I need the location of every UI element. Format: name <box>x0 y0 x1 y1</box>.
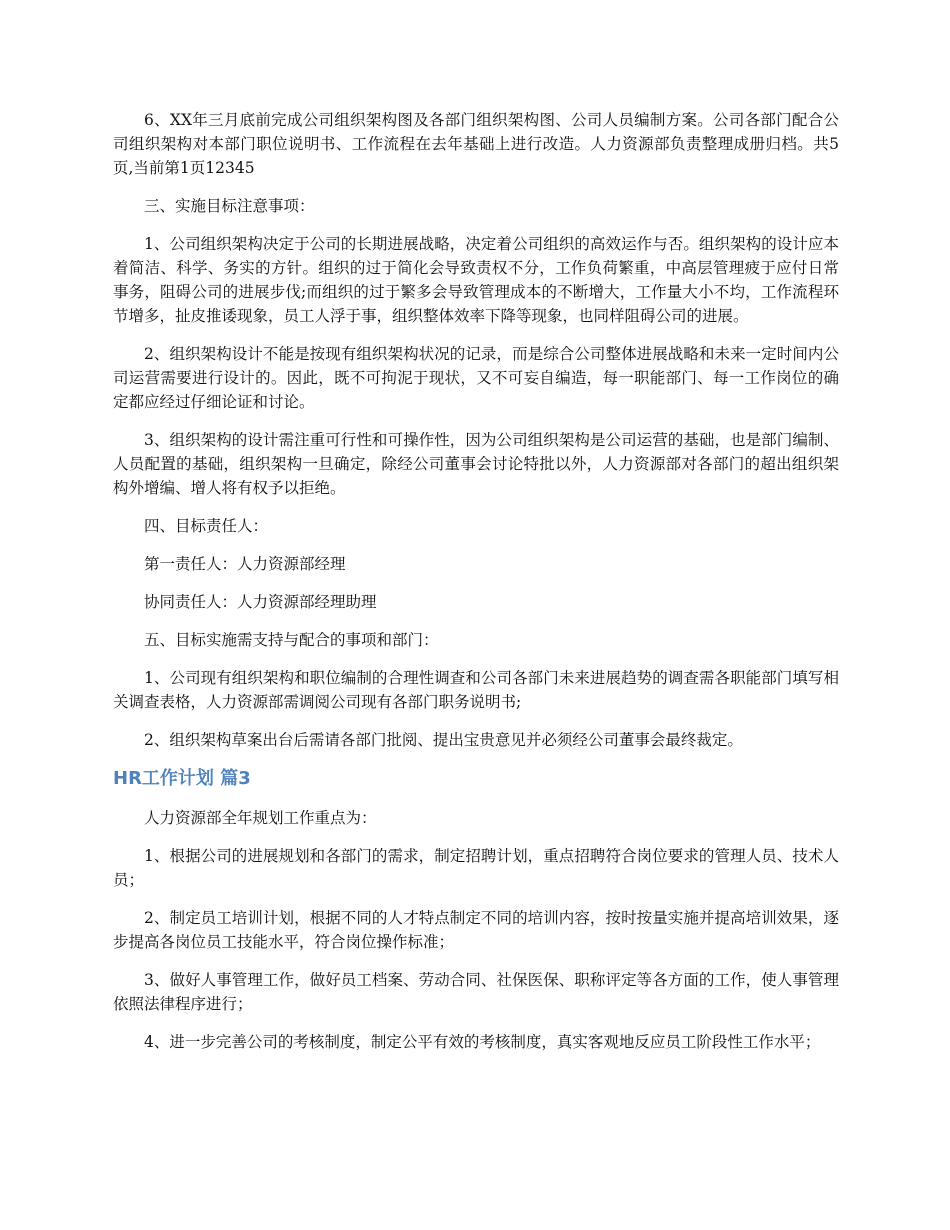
plan-intro: 人力资源部全年规划工作重点为： <box>144 809 377 827</box>
article-heading: HR工作计划 篇3 <box>113 768 251 789</box>
paragraph-support-2: 2、组织架构草案出台后需请各部门批阅、提出宝贵意见并必须经公司董事会最终裁定。 <box>144 731 743 749</box>
paragraph-note-2: 2、组织架构设计不能是按现有组织架构状况的记录，而是综合公司整体进展战略和未来一定时间内公司运营需要进行设计的。因此，既不可拘泥于现状，又不可妄自编造，每一职能部门、每一工作岗位的确定都应经过仔细论证和讨论。 <box>113 345 839 411</box>
paragraph-note-3: 3、组织架构的设计需注重可行性和可操作性，因为公司组织架构是公司运营的基础，也是部门编制、人员配置的基础，组织架构一旦确定，除经公司董事会讨论特批以外，人力资源部对各部门的超出组织架构外增编、增人将有权予以拒绝。 <box>113 431 839 497</box>
paragraph-item-6: 6、XX年三月底前完成公司组织架构图及各部门组织架构图、公司人员编制方案。公司各部门配合公司组织架构对本部门职位说明书、工作流程在去年基础上进行改造。人力资源部负责整理成册归档。共5页,当前第1页12345 <box>113 111 839 177</box>
plan-item-1: 1、根据公司的进展规划和各部门的需求，制定招聘计划，重点招聘符合岗位要求的管理人员、技术人员； <box>113 847 839 889</box>
plan-item-3: 3、做好人事管理工作，做好员工档案、劳动合同、社保医保、职称评定等各方面的工作，使人事管理依照法律程序进行； <box>113 971 839 1013</box>
first-responsible: 第一责任人：人力资源部经理 <box>144 555 346 573</box>
co-responsible: 协同责任人：人力资源部经理助理 <box>144 593 377 611</box>
section-heading-3: 三、实施目标注意事项： <box>144 197 315 215</box>
paragraph-support-1: 1、公司现有组织架构和职位编制的合理性调查和公司各部门未来进展趋势的调查需各职能部门填写相关调查表格，人力资源部需调阅公司现有各部门职务说明书; <box>113 669 839 711</box>
plan-item-2: 2、制定员工培训计划，根据不同的人才特点制定不同的培训内容，按时按量实施并提高培训效果，逐步提高各岗位员工技能水平，符合岗位操作标准； <box>113 909 839 951</box>
paragraph-note-1: 1、公司组织架构决定于公司的长期进展战略，决定着公司组织的高效运作与否。组织架构的设计应本着简洁、科学、务实的方针。组织的过于简化会导致责权不分，工作负荷繁重，中高层管理疲于应付日常事务，阻碍公司的进展步伐;而组织的过于繁多会导致管理成本的不断增大，工作量大小不均，工作流程环节增多，扯皮推诿现象，员工人浮于事，组织整体效率下降等现象，也同样阻碍公司的进展。 <box>113 235 839 325</box>
plan-item-4: 4、进一步完善公司的考核制度，制定公平有效的考核制度，真实客观地反应员工阶段性工作水平； <box>144 1033 821 1051</box>
document-page <box>113 108 839 1068</box>
section-heading-5: 五、目标实施需支持与配合的事项和部门： <box>144 631 439 649</box>
section-heading-4: 四、目标责任人： <box>144 517 269 535</box>
